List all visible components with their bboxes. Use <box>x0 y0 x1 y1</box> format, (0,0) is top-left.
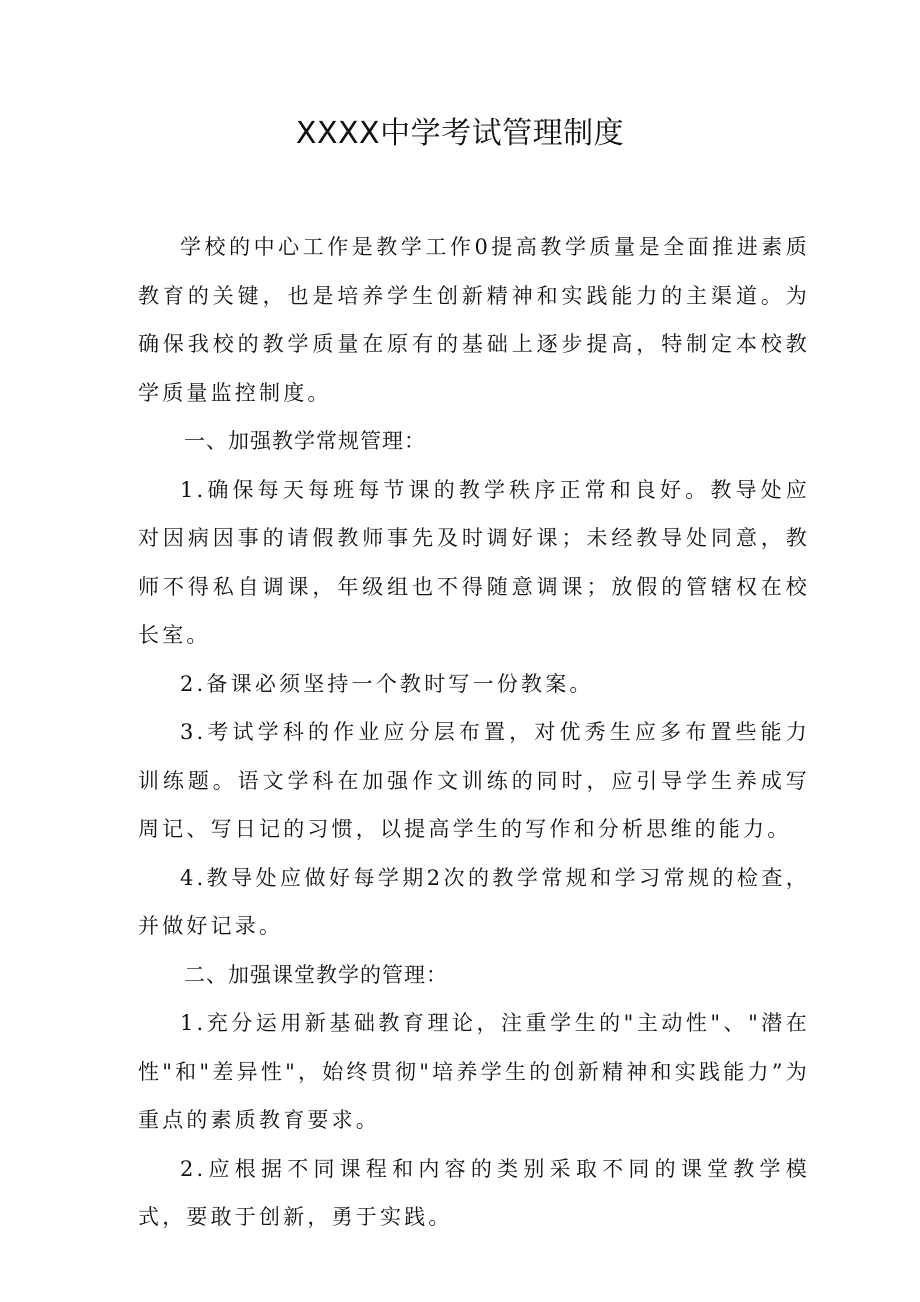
section-heading-2: 二、加强课堂教学的管理： <box>184 962 448 987</box>
document-body <box>138 223 810 1242</box>
section1-item-4: 4.教导处应做好每学期2次的教学常规和学习常规的检查，并做好记录。 <box>138 865 810 938</box>
section-heading-1: 一、加强教学常规管理： <box>184 429 426 453</box>
section2-item-1: 1.充分运用新基础教育理论，注重学生的"主动性"、"潜在性"和"差异性"，始终贯彻"培养学生的创新精神和实践能力”为重点的素质教育要求。 <box>138 1011 810 1132</box>
section2-item-2: 2.应根据不同课程和内容的类别采取不同的课堂教学模式，要敢于创新，勇于实践。 <box>138 1156 810 1229</box>
section1-item-1: 1.确保每天每班每节课的教学秩序正常和良好。教导处应对因病因事的请假教师事先及时调好课；未经教导处同意，教师不得私自调课，年级组也不得随意调课；放假的管辖权在校长室。 <box>138 477 810 647</box>
section1-item-3: 3.考试学科的作业应分层布置，对优秀生应多布置些能力训练题。语文学科在加强作文训练的同时，应引导学生养成写周记、写日记的习惯，以提高学生的写作和分析思维的能力。 <box>138 720 810 841</box>
document-title: XXXX中学考试管理制度 <box>295 116 625 151</box>
intro-paragraph: 学校的中心工作是教学工作0提高教学质量是全面推进素质教育的关键，也是培养学生创新精神和实践能力的主渠道。为确保我校的教学质量在原有的基础上逐步提高，特制定本校教学质量监控制度。 <box>138 235 810 405</box>
section1-item-2: 2.备课必须坚持一个教时写一份教案。 <box>180 671 594 696</box>
